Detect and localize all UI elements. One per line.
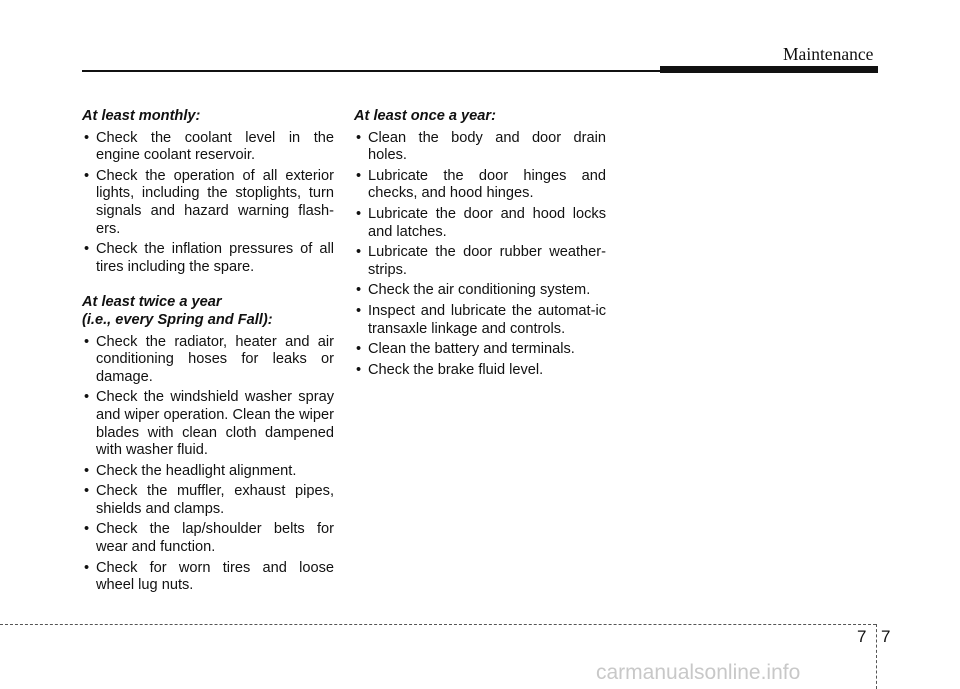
list-item: • Check the windshield washer spray and wiper operation. Clean the wiper blades with clean cloth dampened with washer fluid. (84, 389, 334, 459)
bullet-icon: • (356, 244, 362, 261)
bullet-icon: • (356, 205, 362, 222)
left-column (82, 108, 334, 598)
header-rule-thick (660, 66, 878, 73)
heading-twice-year-line1: At least twice a year (82, 294, 222, 311)
bullet-icon: • (84, 389, 90, 406)
footer-divider (0, 624, 876, 625)
bullet-icon: • (84, 559, 90, 576)
right-column (354, 108, 606, 382)
watermark: carmanualsonline.info (596, 661, 801, 684)
heading-twice-year (82, 294, 334, 329)
heading-yearly: At least once a year: (354, 108, 496, 124)
list-item: • Lubricate the door rubber weather-strips. (356, 244, 606, 278)
bullet-icon: • (356, 282, 362, 299)
heading-monthly: At least monthly: (82, 108, 201, 124)
list-item: • Lubricate the door hinges and checks, and hood hinges. (356, 167, 606, 202)
bullet-icon: • (356, 341, 362, 358)
list-item: • Inspect and lubricate the automat-ic transaxle linkage and controls. (356, 302, 606, 337)
bullet-icon: • (84, 129, 90, 146)
list-monthly (82, 130, 334, 277)
page-number-divider (876, 624, 877, 689)
bullet-icon: • (84, 241, 90, 258)
list-item: • Check the muffler, exhaust pipes, shields and clamps. (84, 483, 334, 517)
chapter-number: 7 (857, 627, 867, 646)
bullet-icon: • (356, 302, 362, 319)
list-item: • Check the air conditioning system. (356, 282, 591, 299)
list-item: • Check the coolant level in the engine coolant reservoir. (84, 129, 334, 164)
bullet-icon: • (84, 462, 90, 479)
list-twice-year (82, 334, 334, 595)
list-item: • Clean the body and door drain holes. (356, 129, 606, 164)
list-item: • Clean the battery and terminals. (356, 341, 575, 358)
page-number: 7 (881, 627, 891, 646)
list-item: • Check the operation of all exterior lights, including the stoplights, turn signals and hazard warning flash-ers. (84, 167, 334, 237)
bullet-icon: • (356, 361, 362, 378)
bullet-icon: • (356, 129, 362, 146)
bullet-icon: • (84, 483, 90, 500)
list-item: • Check for worn tires and loose wheel lug nuts. (84, 559, 334, 594)
list-yearly (354, 130, 606, 380)
list-item: • Check the brake fluid level. (356, 361, 544, 378)
bullet-icon: • (84, 333, 90, 350)
bullet-icon: • (356, 167, 362, 184)
list-item: • Lubricate the door and hood locks and latches. (356, 205, 606, 240)
header-rule-thin (82, 70, 660, 72)
list-item: • Check the inflation pressures of all tires including the spare. (84, 241, 334, 275)
list-item: • Check the headlight alignment. (84, 462, 297, 479)
bullet-icon: • (84, 167, 90, 184)
list-item: • Check the lap/shoulder belts for wear and function. (84, 521, 334, 556)
list-item: • Check the radiator, heater and air conditioning hoses for leaks or damage. (84, 333, 334, 385)
bullet-icon: • (84, 521, 90, 538)
heading-twice-year-line2: (i.e., every Spring and Fall): (82, 311, 273, 328)
section-title: Maintenance (783, 44, 874, 64)
